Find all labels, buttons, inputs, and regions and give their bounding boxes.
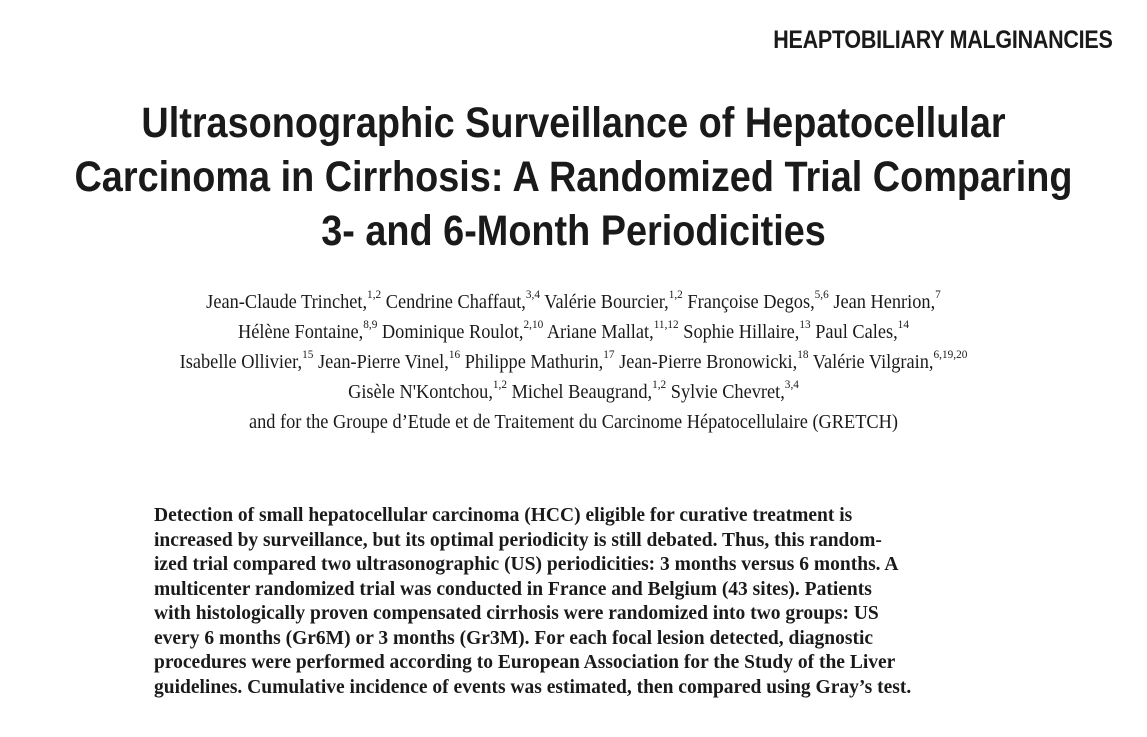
author: [812, 346, 968, 373]
author: [511, 376, 667, 403]
abstract-line: ized trial compared two ultrasonographic (US) periodicities: 3 months versus 6 months. A: [154, 554, 899, 575]
author-name: Philippe Mathurin,: [464, 352, 604, 373]
author-name: Dominique Roulot,: [381, 322, 524, 343]
author: [683, 316, 811, 343]
author: [348, 376, 508, 403]
abstract-line: procedures were performed according to European Association for the Study of the Liver: [154, 652, 896, 673]
author: [464, 346, 615, 373]
author: [670, 376, 799, 403]
author-affiliation: 7: [935, 286, 941, 301]
article-title: [0, 96, 1147, 258]
author-name: Sophie Hillaire,: [683, 322, 800, 343]
author-affiliation: 1,2: [668, 286, 683, 301]
author: [179, 346, 314, 373]
author-line: [34, 378, 1112, 408]
author: [206, 286, 382, 313]
author-name: Cendrine Chaffaut,: [385, 292, 526, 313]
author: [381, 316, 544, 343]
title-line: 3- and 6-Month Periodicities: [321, 207, 826, 255]
author-name: Isabelle Ollivier,: [179, 352, 303, 373]
author: [546, 316, 679, 343]
author-line: [34, 318, 1112, 348]
author: [385, 286, 540, 313]
author-name: Ariane Mallat,: [546, 322, 654, 343]
author-name: Michel Beaugrand,: [511, 382, 653, 403]
author-affiliation: 18: [797, 346, 809, 361]
author-affiliation: 1,2: [367, 286, 382, 301]
author: [238, 316, 378, 343]
abstract-line: guidelines. Cumulative incidence of events was estimated, then compared using Gray’s test.: [154, 676, 912, 698]
abstract-line: multicenter randomized trial was conducted in France and Belgium (43 sites). Patients: [154, 578, 872, 600]
study-group-line: and for the Groupe d’Etude et de Traitement du Carcinome Hépatocellulaire (GRETCH): [248, 412, 898, 433]
author-name: Valérie Bourcier,: [544, 292, 669, 313]
author-affiliation: 14: [897, 316, 909, 331]
author-affiliation: 6,19,20: [933, 346, 968, 361]
author-name: Paul Cales,: [815, 322, 898, 343]
abstract-line: Detection of small hepatocellular carcinoma (HCC) eligible for curative treatment is: [154, 505, 853, 526]
author-affiliation: 1,2: [492, 376, 508, 391]
author-name: Jean-Pierre Vinel,: [317, 352, 449, 373]
author: [687, 286, 829, 313]
title-line: Carcinoma in Cirrhosis: A Randomized Trial Comparing: [74, 153, 1073, 201]
author-affiliation: 17: [603, 346, 615, 361]
author-name: Valérie Vilgrain,: [812, 352, 934, 373]
abstract: [154, 504, 1084, 700]
author-name: Françoise Degos,: [687, 292, 815, 313]
author-affiliation: 11,12: [653, 316, 679, 331]
title-line: Ultrasonographic Surveillance of Hepatocellular: [141, 99, 1006, 147]
section-label: HEAPTOBILIARY MALGINANCIES: [773, 26, 1113, 54]
author-name: Jean-Claude Trinchet,: [206, 292, 368, 313]
author: [619, 346, 809, 373]
author: [544, 286, 683, 313]
author-list: [0, 288, 1147, 438]
author-affiliation: 8,9: [363, 316, 378, 331]
abstract-line: increased by surveillance, but its optimal periodicity is still debated. Thus, this random-: [154, 529, 882, 551]
author: [815, 316, 909, 343]
author-name: Jean Henrion,: [833, 292, 936, 313]
author-affiliation: 1,2: [652, 376, 667, 391]
author-affiliation: 3,4: [784, 376, 799, 391]
author-name: Sylvie Chevret,: [670, 382, 785, 403]
author: [317, 346, 461, 373]
author-affiliation: 3,4: [525, 286, 540, 301]
author-affiliation: 13: [799, 316, 811, 331]
author-affiliation: 5,6: [814, 286, 829, 301]
author-line: [34, 288, 1112, 318]
author-name: Gisèle N'Kontchou,: [348, 382, 493, 403]
author-line: [34, 348, 1112, 378]
author-name: Jean-Pierre Bronowicki,: [619, 352, 798, 373]
author: [833, 286, 941, 313]
author-name: Hélène Fontaine,: [238, 322, 364, 343]
author-affiliation: 16: [448, 346, 461, 361]
author-affiliation: 15: [302, 346, 314, 361]
author-affiliation: 2,10: [523, 316, 544, 331]
abstract-line: with histologically proven compensated cirrhosis were randomized into two groups: US: [154, 603, 879, 624]
abstract-line: every 6 months (Gr6M) or 3 months (Gr3M). For each focal lesion detected, diagnostic: [154, 627, 874, 649]
